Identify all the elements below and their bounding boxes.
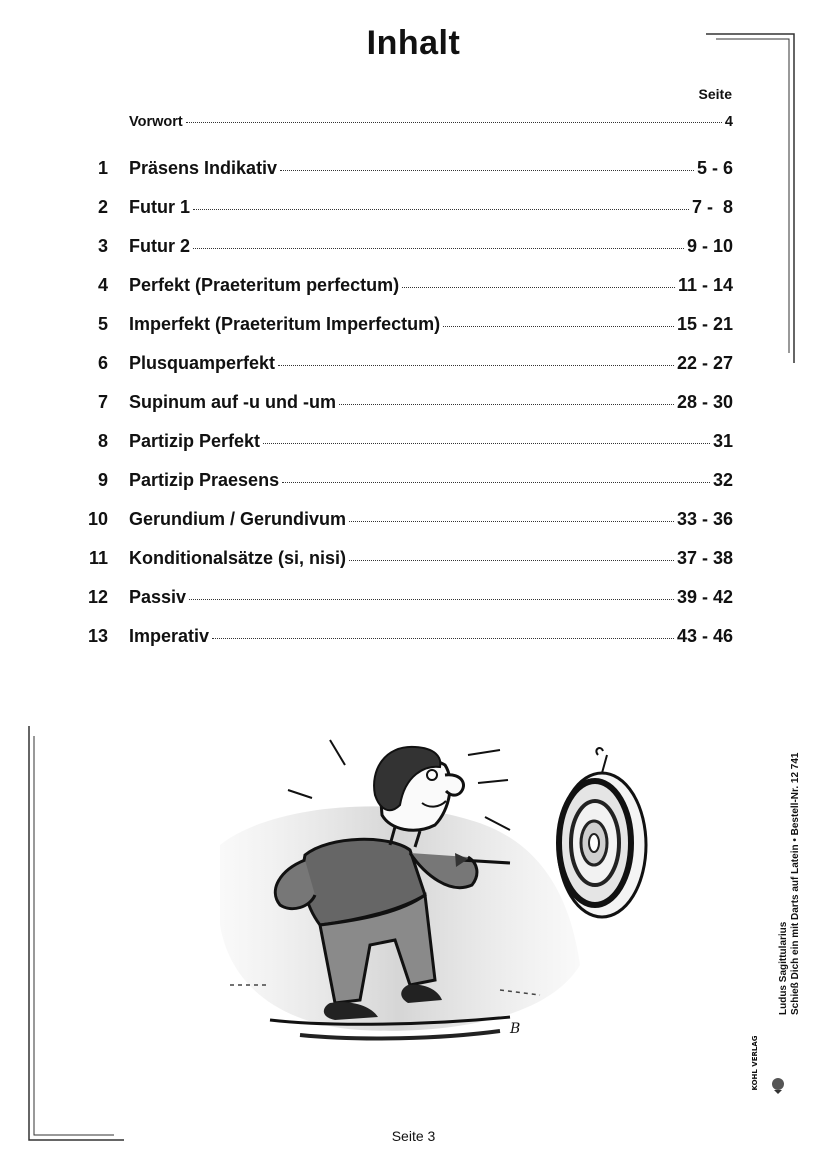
toc-entry[interactable] xyxy=(86,470,733,496)
toc-number: 4 xyxy=(97,275,108,295)
toc-entry[interactable] xyxy=(86,275,733,301)
toc-leader-dots xyxy=(193,209,689,210)
toc-leader-dots xyxy=(349,521,674,522)
toc-pages: 4 xyxy=(724,114,733,130)
toc-leader-dots xyxy=(189,599,674,600)
toc-leader-dots xyxy=(349,560,674,561)
toc-entry[interactable] xyxy=(86,626,733,652)
toc-pages: 28 - 30 xyxy=(676,392,733,412)
toc-title: Imperativ xyxy=(129,626,210,646)
toc-title: Gerundium / Gerundivum xyxy=(129,509,347,529)
svg-text:KOHL VERLAG: KOHL VERLAG xyxy=(751,1035,759,1091)
toc-title: Passiv xyxy=(129,587,187,607)
toc-entry[interactable] xyxy=(86,587,733,613)
toc-number: 1 xyxy=(97,158,108,178)
toc-number: 5 xyxy=(97,314,108,334)
toc-number: 8 xyxy=(97,431,108,451)
toc-number: 9 xyxy=(97,470,108,490)
toc-pages: 22 - 27 xyxy=(676,353,733,373)
toc-number: 6 xyxy=(97,353,108,373)
toc-entry[interactable] xyxy=(86,236,733,262)
toc-title: Futur 2 xyxy=(129,236,190,256)
toc-entry[interactable] xyxy=(86,353,733,379)
toc-pages: 39 - 42 xyxy=(676,587,733,607)
toc-title: Konditionalsätze (si, nisi) xyxy=(129,548,347,568)
toc-number: 11 xyxy=(88,548,108,568)
toc-entry[interactable] xyxy=(86,158,733,184)
toc-pages: 7 - 8 xyxy=(691,197,733,217)
toc-pages: 43 - 46 xyxy=(676,626,733,646)
toc-pages: 5 - 6 xyxy=(696,158,733,178)
toc-entry[interactable] xyxy=(86,431,733,457)
publisher-logo-icon xyxy=(751,1032,804,1094)
toc-entry-preface[interactable] xyxy=(86,114,733,140)
toc-title: Imperfekt (Praeteritum Imperfectum) xyxy=(129,314,441,334)
toc-pages: 11 - 14 xyxy=(677,275,733,295)
toc-number: 2 xyxy=(97,197,108,217)
toc-leader-dots xyxy=(339,404,674,405)
toc-pages: 9 - 10 xyxy=(686,236,733,256)
page-title: Inhalt xyxy=(366,24,461,62)
sidebar-title: Ludus Sagittularius xyxy=(778,921,789,1015)
toc-number: 10 xyxy=(87,509,108,529)
toc-leader-dots xyxy=(443,326,674,327)
toc-number: 12 xyxy=(87,587,108,607)
toc-leader-dots xyxy=(282,482,710,483)
toc-leader-dots xyxy=(278,365,674,366)
toc-number: 7 xyxy=(97,392,108,412)
page-footer-number: Seite 3 xyxy=(391,1128,436,1144)
toc-pages: 37 - 38 xyxy=(676,548,733,568)
toc-leader-dots xyxy=(263,443,710,444)
toc-number: 3 xyxy=(97,236,108,256)
toc-number: 13 xyxy=(87,626,108,646)
page-column-header: Seite xyxy=(698,86,732,102)
toc-title: Präsens Indikativ xyxy=(129,158,278,178)
toc-leader-dots xyxy=(280,170,694,171)
toc-entry[interactable] xyxy=(86,548,733,574)
toc-number xyxy=(86,114,129,130)
toc-pages: 32 xyxy=(712,470,733,490)
toc-title: Futur 1 xyxy=(129,197,190,217)
artist-signature: B xyxy=(510,1021,521,1037)
toc-title: Vorwort xyxy=(129,114,183,130)
toc-entry[interactable] xyxy=(86,509,733,535)
toc-title: Partizip Praesens xyxy=(129,470,280,490)
toc-entry[interactable] xyxy=(86,314,733,340)
sidebar-publication-info xyxy=(778,753,802,1015)
toc-leader-dots xyxy=(193,248,684,249)
toc-leader-dots xyxy=(402,287,675,288)
toc-title: Plusquamperfekt xyxy=(129,353,276,373)
dart-player-cartoon-icon xyxy=(210,735,650,1065)
page-frame-corner-bottom-left xyxy=(28,726,124,1142)
toc-title: Partizip Perfekt xyxy=(129,431,261,451)
toc-pages: 15 - 21 xyxy=(676,314,733,334)
toc-leader-dots xyxy=(186,122,722,123)
toc-entry[interactable] xyxy=(86,392,733,418)
sidebar-subtitle: Schieß Dich ein mit Darts auf Latein • Bestell-Nr. 12 741 xyxy=(790,752,801,1015)
toc-pages: 31 xyxy=(712,431,733,451)
toc-title: Perfekt (Praeteritum perfectum) xyxy=(129,275,400,295)
toc-pages: 33 - 36 xyxy=(676,509,733,529)
toc-entry[interactable] xyxy=(86,197,733,223)
toc-leader-dots xyxy=(212,638,674,639)
toc-title: Supinum auf -u und -um xyxy=(129,392,336,412)
